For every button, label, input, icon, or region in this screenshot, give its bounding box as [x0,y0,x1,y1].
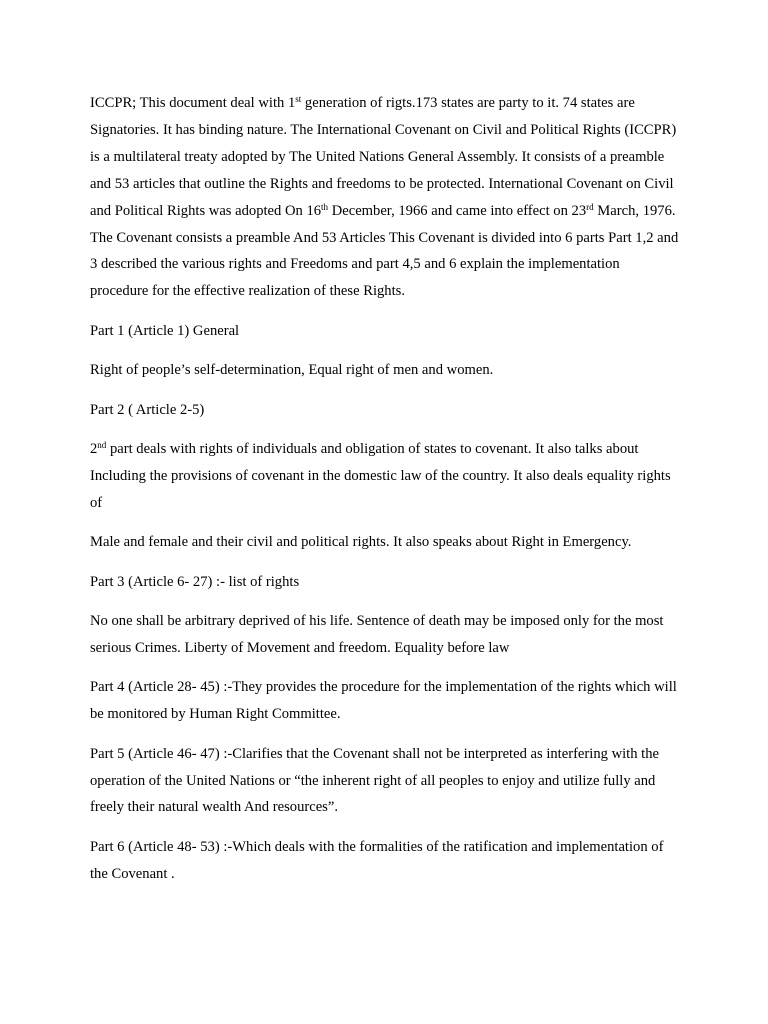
part3-body: No one shall be arbitrary deprived of his life. Sentence of death may be imposed only for the most serious Crimes. Liberty of Movement and freedom. Equality before law [90,613,664,656]
ordinal-suffix: nd [97,439,107,450]
part2-body-continued: Male and female and their civil and political rights. It also speaks about Right in Emergency. [90,534,632,551]
part3-heading: Part 3 (Article 6- 27) :- list of rights [90,573,300,590]
part5-paragraph: Part 5 (Article 46- 47) :-Clarifies that the Covenant shall not be interpreted as interfering with the operation of the United Nations or “the inherent right of all peoples to enjoy and utilize fully and freely their natural wealth And resources”. [90,745,659,816]
part6-paragraph: Part 6 (Article 48- 53) :-Which deals with the formalities of the ratification and implementation of the Covenant . [90,838,664,882]
part1-heading: Part 1 (Article 1) General [90,322,240,339]
intro-text-1: ICCPR; This document deal with 1 [90,95,296,111]
part4-paragraph: Part 4 (Article 28- 45) :-They provides the procedure for the implementation of the rights which will be monitored by Human Right Committee. [90,679,677,723]
part2-heading: Part 2 ( Article 2-5) [90,401,205,418]
part2-number: 2 [90,440,98,457]
intro-text-4: March, 1976. The Covenant consists a preamble And 53 Articles This Covenant is divided into 6 parts Part 1,2 and 3 described the various rights and Freedoms and part 4,5 and 6 explain the implementation procedure for the effective realization of these Rights. [90,202,679,300]
document-body [90,90,680,900]
part2-body [90,436,680,517]
ordinal-suffix: rd [586,201,594,212]
intro-text-3: December, 1966 and came into effect on 23 [328,202,587,219]
intro-text-2: generation of rigts.173 states are party to it. 74 states are Signatories. It has binding nature. The International Covenant on Civil and Political Rights (ICCPR) is a multilateral treaty adopted by The United Nations General Assembly. It consists of a preamble and 53 articles that outline the Rights and freedoms to be protected. International Covenant on Civil and Political Rights was adopted On 16 [90,95,677,219]
ordinal-suffix: st [295,94,302,104]
part2-text: part deals with rights of individuals and obligation of states to covenant. It also talks about Including the provisions of covenant in the domestic law of the country. It also deals equality rights of [90,440,671,511]
ordinal-suffix: th [321,201,329,212]
intro-paragraph [90,90,680,305]
part1-body: Right of people’s self-determination, Equal right of men and women. [90,362,494,379]
